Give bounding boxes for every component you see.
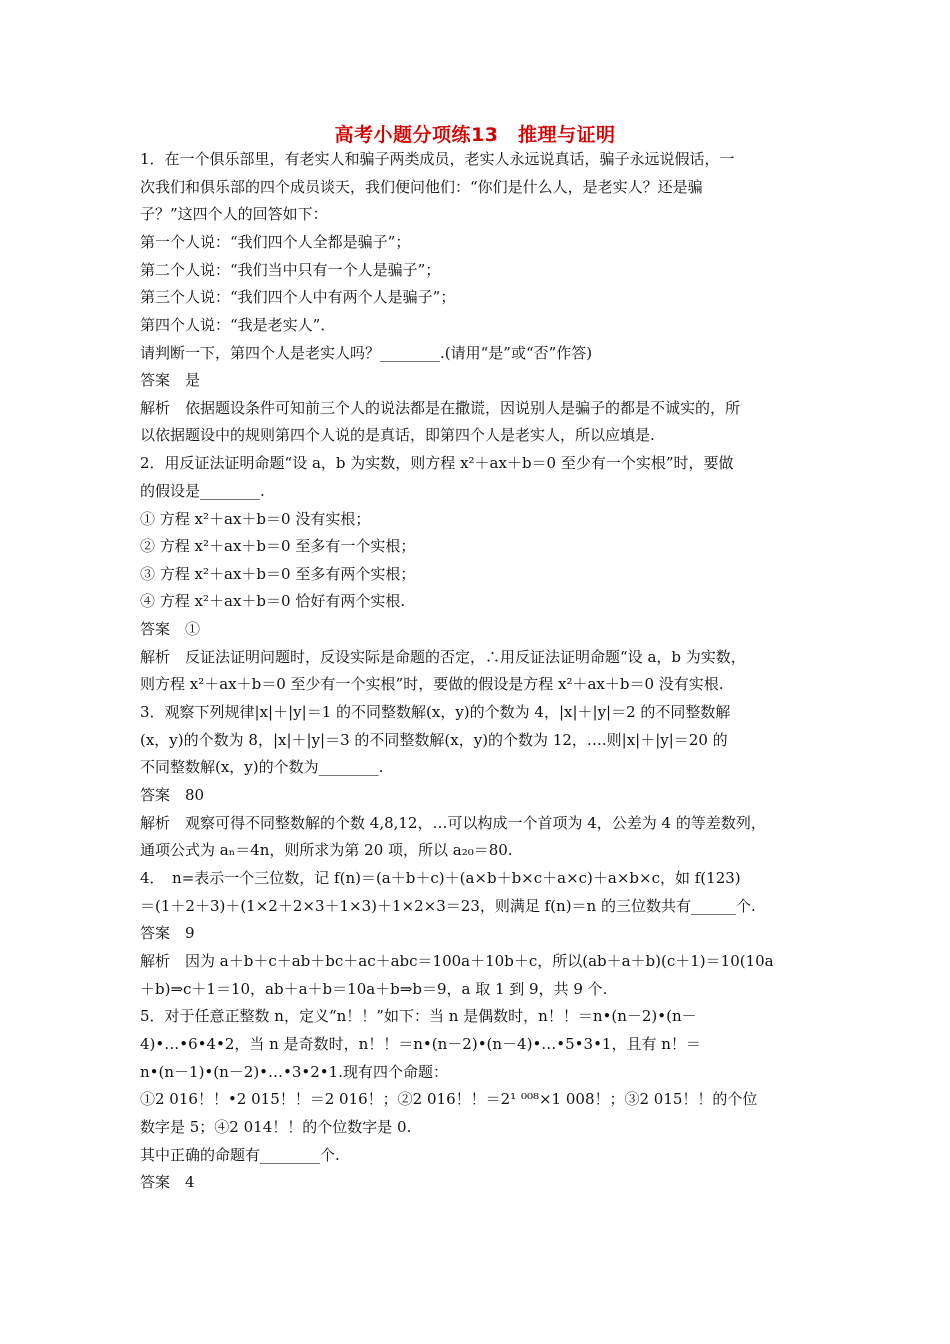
text-line: 次我们和俱乐部的四个成员谈天，我们便问他们：“你们是什么人，是老实人？还是骗: [140, 178, 703, 196]
answer-line: 答案 ①: [140, 620, 201, 638]
text-line: n•(n－1)•(n－2)•…•3•2•1.现有四个命题：: [140, 1063, 448, 1081]
text-line: 4． n=表示一个三位数，记 f(n)＝(a＋b＋c)＋(a×b＋b×c＋a×c)＋a×b×c，如 f(123): [140, 869, 741, 887]
text-line: (x，y)的个数为 8，|x|＋|y|＝3 的不同整数解(x，y)的个数为 12，….则|x|＋|y|＝20 的: [140, 731, 728, 749]
text-line: 第三个人说：“我们四个人中有两个人是骗子”；: [140, 288, 456, 306]
analysis-line: 解析 观察可得不同整数解的个数 4,8,12，…可以构成一个首项为 4，公差为 4 的等差数列，: [140, 814, 766, 832]
text-line: ＋b)⇒c＋1＝10，ab＋a＋b＝10a＋b⇒b＝9，a 取 1 到 9，共 9 个.: [140, 980, 608, 998]
text-line: 1．在一个俱乐部里，有老实人和骗子两类成员，老实人永远说真话，骗子永远说假话，一: [140, 150, 735, 168]
answer-line: 答案 4: [140, 1173, 195, 1191]
answer-line: 答案 80: [140, 786, 205, 804]
text-line: 通项公式为 aₙ＝4n，则所求为第 20 项，所以 a₂₀＝80.: [140, 841, 513, 859]
analysis-line: 解析 因为 a＋b＋c＋ab＋bc＋ac＋abc＝100a＋10b＋c，所以(ab＋a＋b)(c＋1)＝10(10a: [140, 952, 774, 970]
answer-line: 答案 是: [140, 371, 201, 389]
text-line: 子？”这四个人的回答如下：: [140, 205, 328, 223]
text-line: 4)•…•6•4•2，当 n 是奇数时，n！！＝n•(n－2)•(n－4)•…•5•3•1，且有 n！＝: [140, 1035, 701, 1053]
text-line: 请判断一下，第四个人是老实人吗？________.(请用“是”或“否”作答): [140, 344, 593, 362]
page-title: 高考小题分项练13 推理与证明: [334, 124, 616, 146]
text-line: 5．对于任意正整数 n，定义“n！！”如下：当 n 是偶数时，n！！＝n•(n－2)•(n－: [140, 1007, 697, 1025]
text-line: 的假设是________.: [140, 482, 265, 500]
text-line: ③ 方程 x²＋ax＋b＝0 至多有两个实根；: [140, 565, 416, 583]
text-line: 2．用反证法证明命题“设 a，b 为实数，则方程 x²＋ax＋b＝0 至少有一个实根”时，要做: [140, 454, 734, 472]
text-line: 其中正确的命题有________个.: [140, 1146, 340, 1164]
text-line: 第四个人说：“我是老实人”．: [140, 316, 336, 334]
text-line: 3．观察下列规律|x|＋|y|＝1 的不同整数解(x，y)的个数为 4，|x|＋|y|＝2 的不同整数解: [140, 703, 731, 721]
text-line: 以依据题设中的规则第四个人说的是真话，即第四个人是老实人，所以应填是.: [140, 426, 655, 444]
text-line: 数字是 5；④2 014！！的个位数字是 0.: [140, 1118, 412, 1136]
text-line: ④ 方程 x²＋ax＋b＝0 恰好有两个实根.: [140, 592, 406, 610]
text-line: 第一个人说：“我们四个人全都是骗子”；: [140, 233, 411, 251]
text-line: ＝(1＋2＋3)＋(1×2＋2×3＋1×3)＋1×2×3＝23，则满足 f(n)＝n 的三位数共有______个.: [140, 897, 756, 915]
answer-line: 答案 9: [140, 924, 195, 942]
analysis-line: 解析 反证法证明问题时，反设实际是命题的否定，∴用反证法证明命题“设 a，b 为实数，: [140, 648, 746, 666]
analysis-line: 解析 依据题设条件可知前三个人的说法都是在撒谎，因说别人是骗子的都是不诚实的，所: [140, 399, 741, 417]
text-line: ② 方程 x²＋ax＋b＝0 至多有一个实根；: [140, 537, 416, 555]
text-line: 不同整数解(x，y)的个数为________.: [140, 758, 384, 776]
text-line: ① 方程 x²＋ax＋b＝0 没有实根；: [140, 510, 371, 528]
text-line: 则方程 x²＋ax＋b＝0 至少有一个实根”时，要做的假设是方程 x²＋ax＋b＝0 没有实根.: [140, 675, 724, 693]
text-line: ①2 016！！•2 015！！＝2 016！；②2 016！！＝2¹ ⁰⁰⁸×1 008！；③2 015！！的个位: [140, 1090, 758, 1108]
text-line: 第二个人说：“我们当中只有一个人是骗子”；: [140, 261, 441, 279]
